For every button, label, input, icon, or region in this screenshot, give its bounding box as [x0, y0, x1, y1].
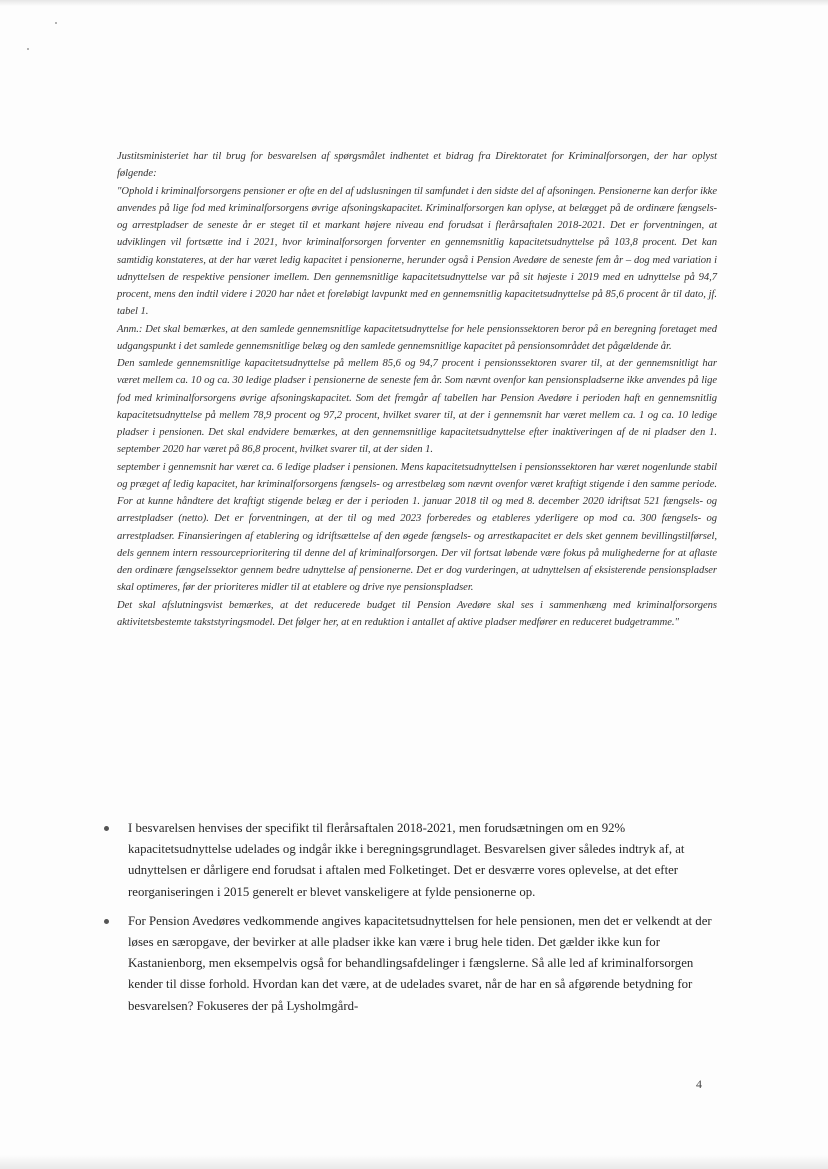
scan-speck — [55, 22, 57, 24]
bullet-list — [104, 818, 716, 1025]
bullet-icon — [104, 919, 109, 924]
scan-speck — [27, 48, 29, 50]
bullet-text: I besvarelsen henvises der specifikt til flerårsaftalen 2018-2021, men forudsætningen om en 92% kapacitetsudnyttelse udelades og indgår ikke i beregningsgrundlaget. Besvarelsen giver således indtryk af, at udnyttelsen er dårligere end forudsat i aftalen med Folketinget. Det er desværre vores oplevelse, at det efter reorganiseringen i 2015 generelt er blevet vanskeligere at fylde pensionerne op. — [128, 821, 685, 899]
bullet-item — [104, 818, 716, 903]
quote-paragraph: september i gennemsnit har været ca. 6 ledige pladser i pensionen. Mens kapacitetsudnyttelsen i pensionssektoren har været nogenlunde stabil og præget af ledig kapacitet, har kriminalforsorgens fængsels- og arrestbelæg som nævnt ovenfor været kraftigt stigende i den samme periode. For at kunne håndtere det kraftigt stigende belæg er der i perioden 1. januar 2018 til og med 8. december 2020 idriftsat 521 fængsels- og arrestpladser (netto). Det er forventningen, at der til og med 2023 forberedes og etableres yderligere op mod ca. 300 fængsels- og arrestpladser. Finansieringen af etablering og idriftsættelse af den øgede fængsels- og arrestkapacitet er dels sket gennem bevillingstilførsel, dels gennem intern ressourceprioritering til denne del af kriminalforsorgen. Der vil fortsat løbende være fokus på mulighederne for at aflaste den ordinære fængselssektor gennem bedre udnyttelse af pensionerne. Det er dog vurderingen, at udnyttelsen af eksisterende pensionspladser skal optimeres, før der prioriteres midler til at etablere og drive nye pensionspladser. — [117, 461, 717, 594]
quoted-ministry-statement — [117, 148, 717, 631]
quote-note-paragraph: Anm.: Det skal bemærkes, at den samlede gennemsnitlige kapacitetsudnyttelse for hele pensionssektoren beror på en beregning foretaget med udgangspunkt i det samlede gennemsnitlige belæg og den samlede gennemsnitlige kapacitet på pensionsområdet det pågældende år. — [117, 323, 717, 352]
page-number: 4 — [696, 1077, 702, 1091]
quote-closing-paragraph: Det skal afslutningsvist bemærkes, at det reducerede budget til Pension Avedøre skal ses i sammenhæng med kriminalforsorgens aktivitetsbestemte takststyringsmodel. Det følger her, at en reduktion i antallet af aktive pladser medfører en reduceret budgetramme." — [117, 599, 717, 628]
bullet-item — [104, 911, 716, 1017]
bullet-text: For Pension Avedøres vedkommende angives kapacitetsudnyttelsen for hele pensionen, men det er velkendt at der løses en særopgave, der bevirker at alle pladser ikke kan være i brug hele tiden. Det gælder ikke kun for Kastanienborg, men eksempelvis også for behandlingsafdelinger i fængslerne. Så alle led af kriminalforsorgen kender til disse forhold. Hvordan kan det være, at de udelades svaret, når de har en så afgørende betydning for besvarelsen? Fokuseres der på Lysholmgård- — [128, 913, 712, 1013]
bullet-icon — [104, 826, 109, 831]
scan-edge-bottom — [0, 1155, 828, 1169]
quote-paragraph: Den samlede gennemsnitlige kapacitetsudnyttelse på mellem 85,6 og 94,7 procent i pensionssektoren svarer til, at der gennemsnitligt har været mellem ca. 10 og ca. 30 ledige pladser i pensionerne de seneste fem år. Som nævnt ovenfor kan pensionspladserne ikke anvendes på lige fod med kriminalforsorgens øvrige afsoningskapacitet. Som det fremgår af tabellen har Pension Avedøre i perioden haft en gennemsnitlig kapacitetsudnyttelse på mellem 78,9 procent og 97,2 procent, hvilket svarer til, at der i gennemsnit har været mellem ca. 1 og ca. 10 ledige pladser i pensionen. Det skal endvidere bemærkes, at den gennemsnitlige kapacitetsudnyttelse efter inaktiveringen af de ni pladser den 1. september 2020 har været på 86,8 procent, hvilket svarer til, at der siden 1. — [117, 358, 717, 456]
scan-edge-top — [0, 0, 828, 6]
quote-paragraph: "Ophold i kriminalforsorgens pensioner er ofte en del af udslusningen til samfundet i den sidste del af afsoningen. Pensionerne kan derfor ikke anvendes på lige fod med kriminalforsorgens øvrige afsoningskapacitet. Kriminalforsorgen kan oplyse, at belægget på de ordinære fængsels- og arrestpladser de seneste år er steget til et markant højere niveau end forudsat i flerårsaftalen 2018-2021. Det er forventningen, at udviklingen vil fortsætte ind i 2021, hvor kriminalforsorgen forventer en gennemsnitlig kapacitetsudnyttelse på 103,8 procent. Det kan samtidig konstateres, at der har været ledig kapacitet i pensionerne, herunder også i Pension Avedøre de seneste fem år – dog med variation i udnyttelsen de respektive pensioner imellem. Den gennemsnitlige kapacitetsudnyttelse var på sit højeste i 2019 med en udnyttelse på 94,7 procent, mens den indtil videre i 2020 har nået et foreløbigt lavpunkt med en gennemsnitlig kapacitetsudnyttelse på 85,6 procent år til dato, jf. tabel 1. — [117, 185, 717, 318]
quote-intro-paragraph: Justitsministeriet har til brug for besvarelsen af spørgsmålet indhentet et bidrag fra Direktoratet for Kriminalforsorgen, der har oplyst følgende: — [117, 151, 717, 180]
